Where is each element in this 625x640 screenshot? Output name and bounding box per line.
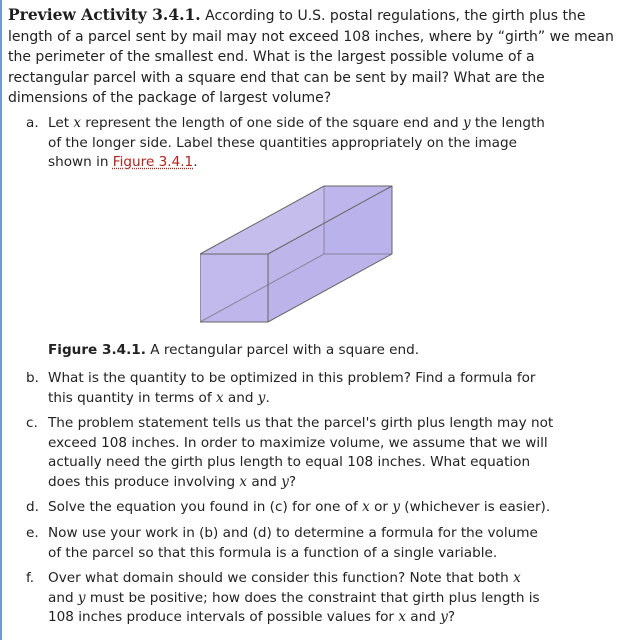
task-text: Over what domain should we consider this function? Note that both [48,570,514,586]
parcel-figure [200,184,396,324]
math-y: y [257,389,266,406]
task-body [48,114,550,173]
task-body [48,369,550,408]
activity-title: Preview Activity 3.4.1. [8,5,201,24]
math-x: x [398,609,406,625]
math-y: y [281,473,289,490]
task-a [26,114,550,173]
task-body [48,569,550,628]
math-y: y [440,609,448,625]
task-text: ? [447,609,456,625]
figure-label: Figure 3.4.1. [48,342,146,358]
math-y: y [77,589,86,606]
task-d [26,498,566,518]
math-x: x [73,115,81,131]
task-text: The problem statement tells us that the parcel's girth plus length may not exceed 108 inches. In order to maximize volume, we assume that we will actually need the girth plus length to equal 108 inches. What equation does this produce involving [48,415,554,490]
task-text: represent the length of one side of the square end and [80,115,463,131]
figure-link[interactable]: Figure 3.4.1 [112,154,194,170]
task-letter: b. [26,370,39,386]
math-x: x [513,570,521,586]
task-body: Now use your work in (b) and (d) to determine a formula for the volume of the parcel so that this formula is a function of a single variable. [48,525,538,561]
task-letter: e. [26,525,39,541]
task-letter: f. [26,570,35,586]
figure-caption-text: A rectangular parcel with a square end. [145,342,420,358]
task-letter: d. [26,499,39,515]
task-text: and [48,589,78,606]
task-text: What is the quantity to be optimized in this problem? Find a formula for this quantity in terms of [48,370,536,406]
task-letter: a. [26,115,39,131]
parcel-front-face [200,254,268,322]
task-text: . [265,389,270,406]
task-text: or [369,499,393,515]
task-letter: c. [26,415,38,431]
task-e [26,524,550,563]
task-f [26,569,550,628]
task-body [48,498,566,518]
task-text: Solve the equation you found in (c) for one of [48,499,363,515]
task-text: and [247,473,282,490]
math-x: x [239,473,248,490]
task-text: and [405,609,441,625]
task-text: Let [48,115,74,131]
math-x: x [362,499,370,515]
math-x: x [215,389,224,406]
math-y: y [462,115,471,131]
task-text: the length of the longer side. Label these quantities appropriately on the image shown in [48,115,545,170]
figure-caption [48,341,419,360]
task-c [26,414,556,492]
activity-intro [8,5,616,109]
task-text: and [223,389,258,406]
math-y: y [392,499,400,515]
task-text: ? [288,473,297,490]
activity-intro-text: According to U.S. postal regulations, the girth plus the length of a parcel sent by mail may not exceed 108 inches, where by “girth” we mean the perimeter of the smallest end. What is the largest possible volume of a rectangular parcel with a square end that can be sent by mail? What are the dimensions of the package of largest volume? [8,8,614,106]
task-text: . [193,154,198,170]
task-text: (whichever is easier). [399,499,551,515]
task-b [26,369,550,408]
task-text: must be positive; how does the constraint that girth plus length is 108 inches produce intervals of possible values for [48,589,540,625]
task-body [48,414,556,492]
